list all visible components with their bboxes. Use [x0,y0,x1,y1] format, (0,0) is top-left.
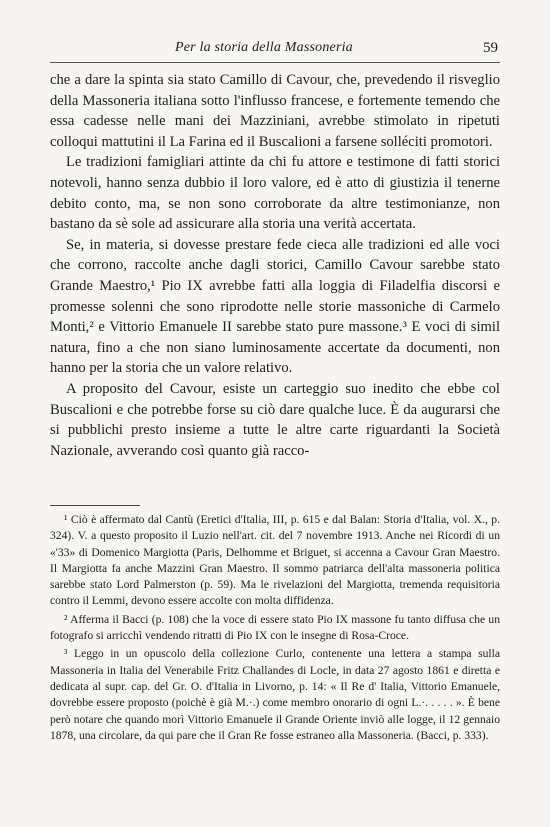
paragraph-3: Se, in materia, si dovesse prestare fede cieca alle tradizioni ed alle voci che corrono, raccolte anche dagli storici, Camillo Cavour sarebbe stato Grande Maestro,¹ Pio IX avrebbe fatti alla loggia di Filadelfia discorsi e promesse solenni che sono riprodotte nelle storie massoniche di Carmelo Monti,² e Vittorio Emanuele II sarebbe stato pure massone.³ E voci di simil natura, fino a che non siano luminosamente accertate da documenti, non hanno per la storia che un valore relativo. [50,236,500,377]
paragraph-4: A proposito del Cavour, esiste un carteggio suo inedito che ebbe col Buscalioni e che potrebbe forse su ciò dare qualche luce. È da augurarsi che si pubblichi presto insieme a tutte le altre carte riguardanti la Società Nazionale, avverando così quanto già racco- [50,380,500,459]
footnote-3: ³ Leggo in un opuscolo della collezione Curlo, contenente una lettera a stampa sulla Massoneria in Italia del Venerabile Fritz Challandes di Locle, in data 27 agosto 1861 e diretta e dedicata al supr. cap. del Gr. O. d'Italia in Livorno, p. 14: « Il Re d' Italia, Vittorio Emanuele, dovrebbe essere proposto (poichè è già M.·.) come membro onorario di ogni L.·. . . . . ». È bene però notare che quando morì Vittorio Emanuele il Grande Oriente inviò alle logge, il 12 gennaio 1878, una circolare, da qui pare che il Gran Re fosse estraneo alla Massoneria. (Bacci, p. 333). [50,647,500,742]
paragraph-1: che a dare la spinta sia stato Camillo di Cavour, che, prevedendo il risveglio della Massoneria italiana sotto l'influsso francese, e fortemente temendo che essa cadesse nelle mani dei Mazziniani, avrebbe stimolato in ripetuti colloqui mattutini il La Farina ed il Buscalioni a farsene solléciti promotori. [50,72,500,150]
page-number: 59 [483,40,498,56]
footnote-2: ² Afferma il Bacci (p. 108) che la voce di essere stato Pio IX massone fu tanto diffusa che un fotografo si arricchì vendendo ritratti di Pio IX con le insegne di Rosa-Croce. [50,612,500,643]
paragraph-2: Le tradizioni famigliari attinte da chi fu attore e testimone di fatti storici notevoli, hanno senza dubbio il loro valore, ed è atto di giustizia il tenerne debito conto, ma, se non sono corroborate da altre testimonianze, non bastano da sè sole ad assicurare alla storia una verità accertata. [50,154,500,233]
footnote-divider [50,505,140,506]
running-title: Per la storia della Massoneria [175,40,353,55]
page-header [0,40,550,60]
main-text [50,70,500,461]
footnotes [50,512,500,746]
footnote-1: ¹ Ciò è affermato dal Cantù (Eretici d'Italia, III, p. 615 e dal Balan: Storia d'Italia, vol. X., p. 324). V. a questo proposito il Luzio nell'art. cit. del 7 novembre 1913. Anche nei Ricordi di un «'33» di Domenico Margiotta (Paris, Delhomme et Briguet, si accenna a Cavour Gran Maestro. Il Margiotta fa anche Mazzini Gran Maestro. Il sommo patriarca dell'alta massoneria politica sarebbe stato Lord Palmerston (p. 59). Ma le rivelazioni del Margiotta, tremenda requisitoria contro il Lemmi, devono essere accolte con molta diffidenza. [50,513,500,608]
header-divider [50,62,500,63]
